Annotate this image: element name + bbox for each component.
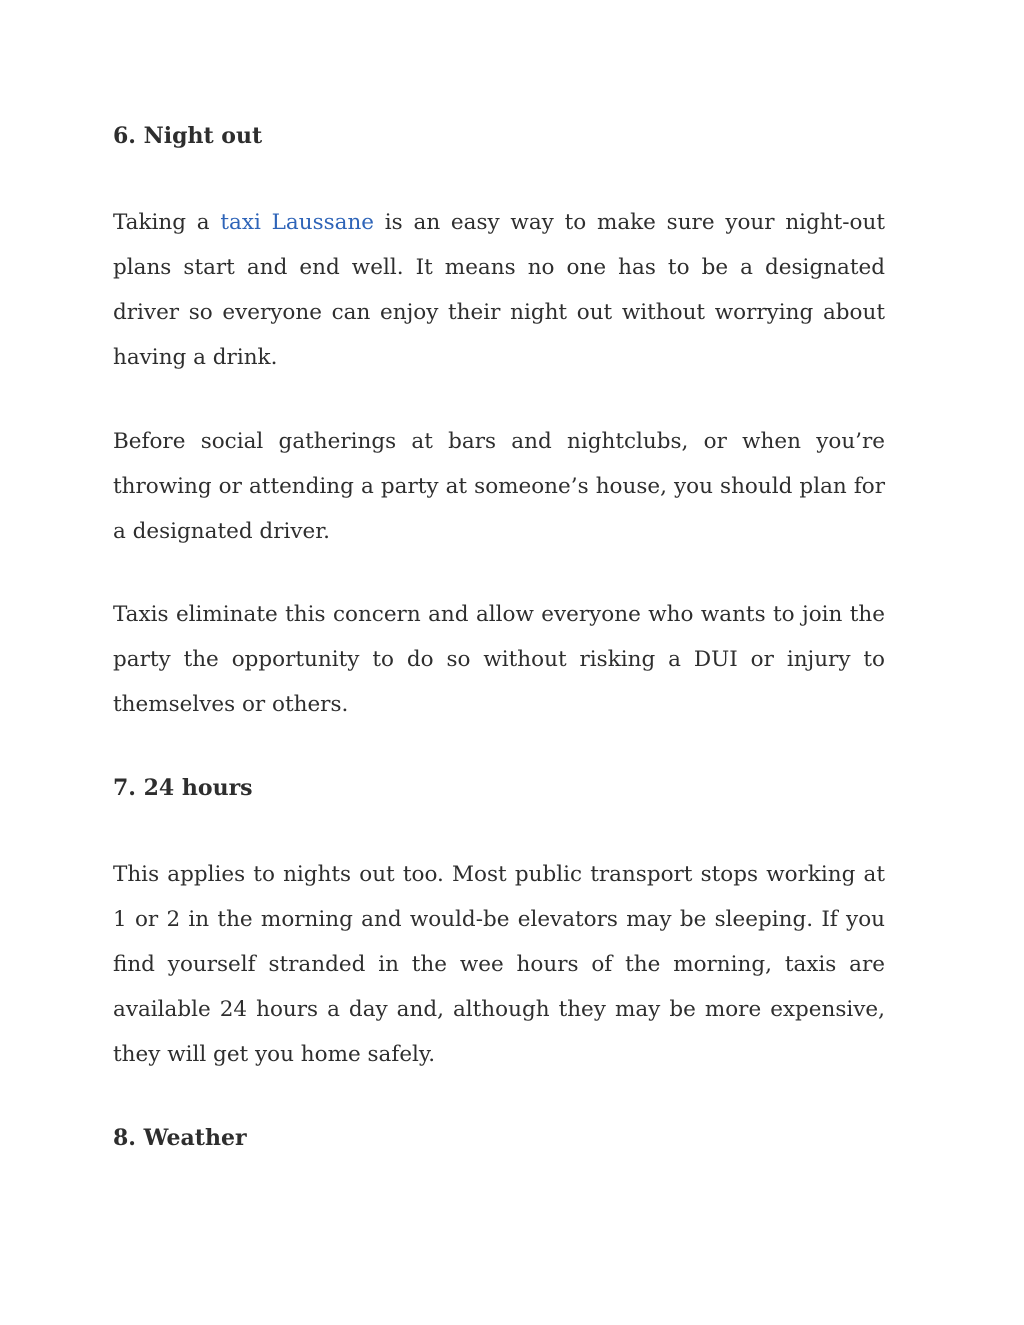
taxi-laussane-link[interactable]: taxi Laussane (220, 210, 375, 235)
paragraph-social-gatherings: Before social gatherings at bars and nightclubs, or when you’re throwing or attending a party at someone’s house, you should plan for a designated driver. (113, 429, 885, 544)
section-heading-weather: 8. Weather (113, 1125, 247, 1151)
paragraph-night-out-intro (113, 200, 885, 380)
section-heading-night-out: 6. Night out (113, 123, 263, 149)
paragraph-text-before-link: Taking a (113, 210, 221, 235)
paragraph-text-after-link: is an easy way to make sure your night-out plans start and end well. It means no one has to be a designated driver so everyone can enjoy their night out without worrying about having a drink. (113, 210, 885, 370)
section-heading-24-hours: 7. 24 hours (113, 775, 253, 801)
paragraph-taxis-eliminate: Taxis eliminate this concern and allow everyone who wants to join the party the opportunity to do so without risking a DUI or injury to themselves or others. (113, 602, 885, 717)
paragraph-24-hours: This applies to nights out too. Most public transport stops working at 1 or 2 in the morning and would-be elevators may be sleeping. If you find yourself stranded in the wee hours of the morning, taxis are available 24 hours a day and, although they may be more expensive, they will get you home safely. (113, 862, 885, 1067)
